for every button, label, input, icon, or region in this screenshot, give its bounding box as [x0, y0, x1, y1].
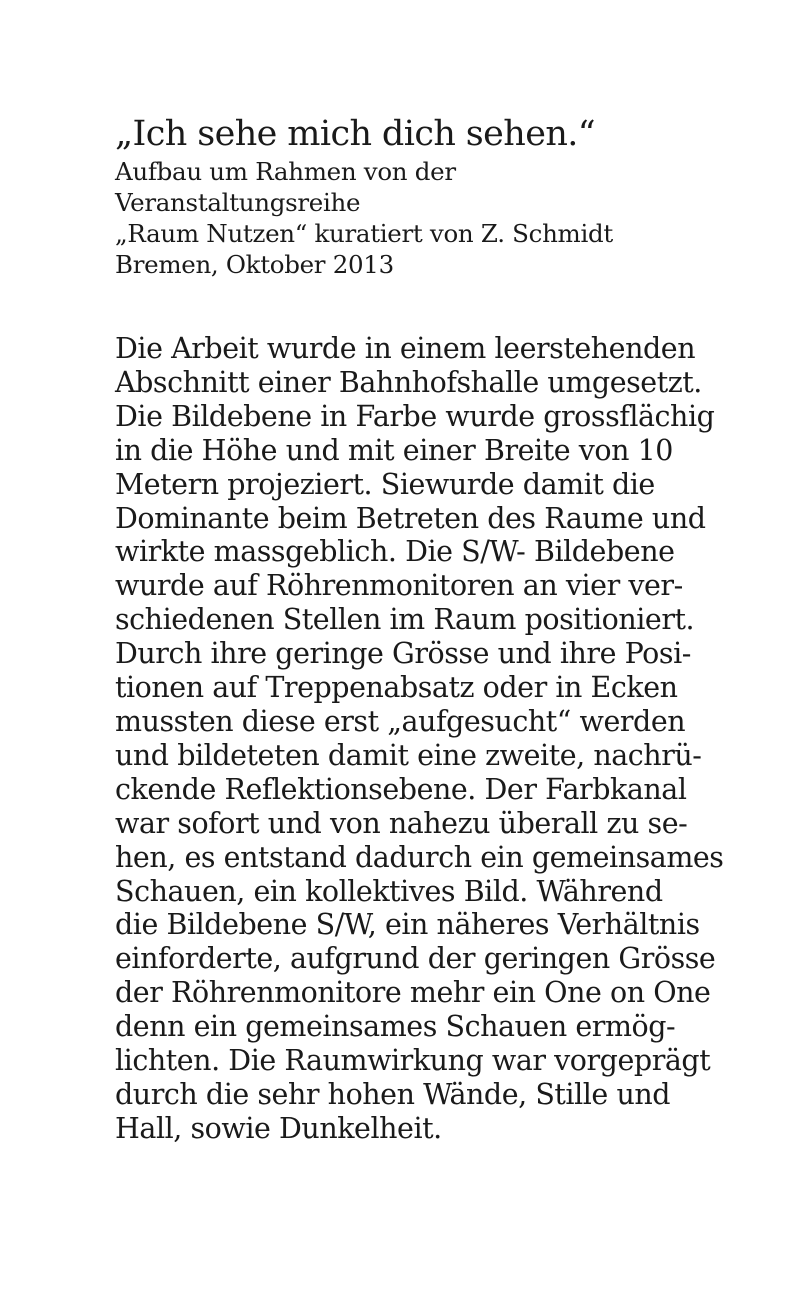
body-line: durch die sehr hohen Wände, Stille und [115, 1077, 671, 1111]
body-line: in die Höhe und mit einer Breite von 10 [115, 433, 673, 467]
body-line: hen, es entstand dadurch ein gemeinsames [115, 840, 724, 874]
document-page [115, 112, 755, 1146]
body-line: und bildeteten damit eine zweite, nachrü- [115, 738, 702, 772]
document-title: „Ich sehe mich dich sehen.“ [115, 114, 596, 154]
body-line: Metern projeziert. Siewurde damit die [115, 467, 655, 501]
body-line: Die Arbeit wurde in einem leerstehenden [115, 332, 696, 365]
body-line: war sofort und von nahezu überall zu se- [115, 806, 688, 840]
meta-line: Veranstaltungsreihe [115, 188, 361, 217]
body-line: wirkte massgeblich. Die S/W- Bildebene [115, 535, 675, 569]
body-line: Abschnitt einer Bahnhofshalle umgesetzt. [115, 365, 702, 399]
body-line: Schauen, ein kollektives Bild. Während [115, 874, 663, 908]
body-line: Dominante beim Betreten des Raume und [115, 501, 706, 535]
meta-line: Bremen, Oktober 2013 [115, 250, 394, 279]
body-line: schiedenen Stellen im Raum positioniert. [115, 603, 695, 637]
body-line: der Röhrenmonitore mehr ein One on One [115, 976, 711, 1010]
body-line: Durch ihre geringe Grösse und ihre Posi- [115, 637, 691, 671]
body-line: denn ein gemeinsames Schauen ermög- [115, 1010, 676, 1044]
body-line: einforderte, aufgrund der geringen Grösse [115, 942, 716, 976]
body-line: lichten. Die Raumwirkung war vorgeprägt [115, 1044, 711, 1078]
body-line: wurde auf Röhrenmonitoren an vier ver- [115, 569, 683, 603]
body-line: die Bildebene S/W, ein näheres Verhältnis [115, 908, 700, 942]
body-paragraph [115, 332, 755, 1146]
meta-line: Aufbau um Rahmen von der [115, 157, 456, 186]
document-meta [115, 156, 755, 280]
body-line: mussten diese erst „aufgesucht“ werden [115, 704, 686, 738]
body-line: ckende Reflektionsebene. Der Farbkanal [115, 772, 687, 806]
meta-line: „Raum Nutzen“ kuratiert von Z. Schmidt [115, 219, 613, 248]
body-line: tionen auf Treppenabsatz oder in Ecken [115, 671, 678, 705]
body-line: Hall, sowie Dunkelheit. [115, 1111, 442, 1145]
body-line: Die Bildebene in Farbe wurde grossflächig [115, 399, 715, 433]
